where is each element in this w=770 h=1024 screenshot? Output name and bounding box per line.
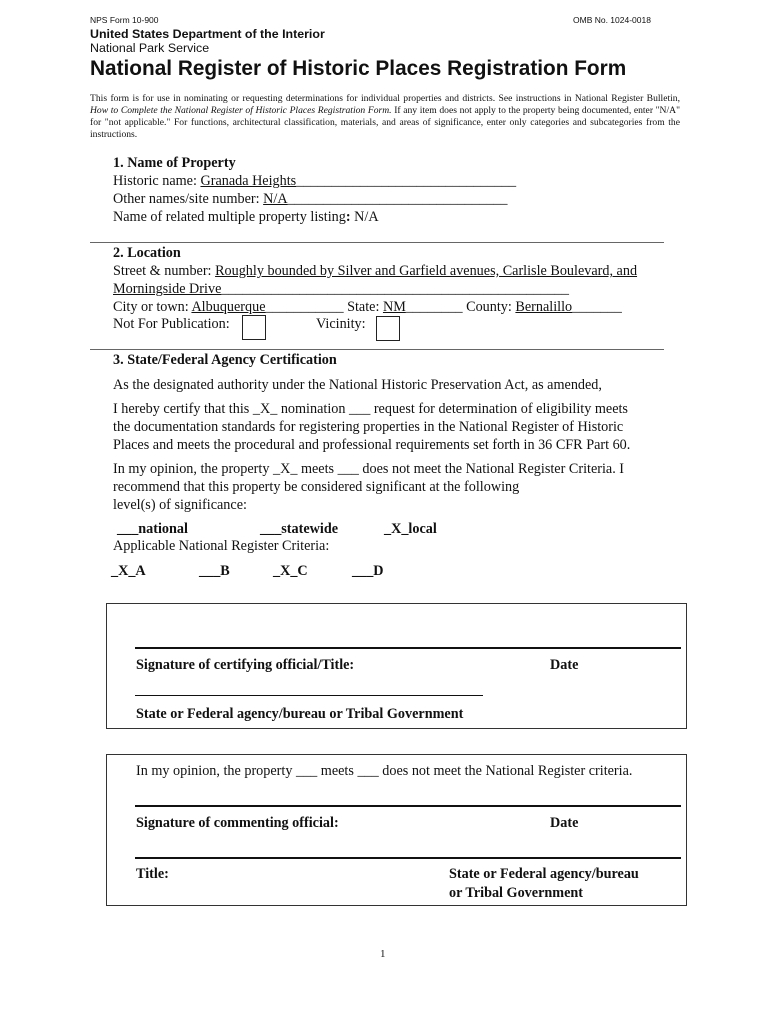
state-label: State: (347, 299, 383, 315)
city-value[interactable]: Albuquerque (191, 299, 266, 315)
commenting-agency-line2: or Tribal Government (449, 885, 583, 901)
related-listing-colon: : (345, 209, 351, 225)
street-fill: _________________________________________________ (221, 281, 569, 297)
intro-paragraph (90, 93, 680, 141)
criteria-c[interactable]: _X_C (273, 563, 308, 579)
section2-heading: 2. Location (113, 245, 181, 261)
state-fill: ________ (405, 299, 463, 315)
street-row (113, 263, 637, 280)
certifying-signature-label: Signature of certifying official/Title: (136, 657, 355, 673)
street-value[interactable]: Roughly bounded by Silver and Garfield avenues, Carlisle Boulevard, and (215, 263, 638, 279)
commenting-signature-label: Signature of commenting official: (136, 815, 339, 831)
criteria-a[interactable]: _X_A (111, 563, 146, 579)
city-state-county-row (113, 299, 622, 316)
opinion-line-2: recommend that this property be considered significant at the following (113, 479, 520, 495)
certify-line-3: Places and meets the procedural and professional requirements set forth in 36 CFR Part 60. (113, 437, 631, 453)
section1-heading: 1. Name of Property (113, 155, 236, 171)
criteria-d[interactable]: ___D (352, 563, 384, 579)
level-statewide[interactable]: ___statewide (260, 521, 339, 537)
level-national[interactable]: ___national (117, 521, 188, 537)
related-listing-label: Name of related multiple property listing (113, 209, 346, 225)
vicinity-checkbox[interactable] (376, 316, 400, 341)
opinion-line-3: level(s) of significance: (113, 497, 247, 513)
street-label: Street & number: (113, 263, 216, 279)
authority-text: As the designated authority under the National Historic Preservation Act, as amended, (113, 377, 602, 393)
other-names-label: Other names/site number: (113, 191, 264, 207)
not-for-publication-label: Not For Publication: (113, 316, 230, 332)
commenting-agency-line1: State or Federal agency/bureau (449, 866, 639, 882)
certifying-signature-line[interactable] (135, 647, 681, 649)
county-fill: _______ (572, 299, 622, 315)
historic-name-value[interactable]: Granada Heights (200, 173, 297, 189)
vicinity-label: Vicinity: (316, 316, 366, 332)
historic-name-label: Historic name: (113, 173, 201, 189)
intro-text-part1: This form is for use in nominating or requesting determinations for individual properties and districts. See instructions in National Register Bulletin, (90, 93, 680, 104)
certify-line-2: the documentation standards for registering properties in the National Register of Historic (113, 419, 624, 435)
section-divider (90, 349, 664, 350)
certifying-date-label: Date (550, 657, 579, 673)
related-listing-value[interactable]: N/A (350, 209, 379, 225)
street-value-line2[interactable]: Morningside Drive (113, 281, 222, 297)
page-title: National Register of Historic Places Registration Form (90, 57, 627, 80)
county-value[interactable]: Bernalillo (515, 299, 573, 315)
street-row-2 (113, 281, 569, 298)
department-name: United States Department of the Interior (90, 27, 325, 41)
agency-signature-line[interactable] (135, 695, 483, 696)
related-listing-row (113, 209, 379, 226)
intro-text-part2: If any item does not apply to the property being documented, enter "N/A" for "not applicable." For functions, architectural classification, materials, and areas of significance, enter only categories and subcategories from the instructions. (90, 105, 680, 140)
certifying-agency-label: State or Federal agency/bureau or Tribal Government (136, 706, 464, 722)
county-label: County: (466, 299, 516, 315)
criteria-label: Applicable National Register Criteria: (113, 538, 330, 554)
form-number: NPS Form 10-900 (90, 15, 159, 25)
bulletin-title: How to Complete the National Register of Historic Places Registration Form. (90, 105, 392, 116)
omb-number: OMB No. 1024-0018 (573, 15, 651, 25)
city-label: City or town: (113, 299, 192, 315)
level-local[interactable]: _X_local (384, 521, 437, 537)
other-names-fill: _______________________________ (287, 191, 508, 207)
state-value[interactable]: NM (382, 299, 406, 315)
opinion-line-1: In my opinion, the property _X_ meets ___ does not meet the National Register Criteria. I (113, 461, 625, 477)
city-fill: ___________ (265, 299, 344, 315)
commenting-date-label: Date (550, 815, 579, 831)
certify-line-1: I hereby certify that this _X_ nomination ___ request for determination of eligibility meets (113, 401, 628, 417)
service-name: National Park Service (90, 41, 210, 55)
page-number: 1 (380, 948, 386, 960)
not-for-publication-checkbox[interactable] (242, 315, 266, 340)
commenting-title-label: Title: (136, 866, 169, 882)
section-divider (90, 242, 664, 243)
section3-heading: 3. State/Federal Agency Certification (113, 352, 337, 368)
criteria-b[interactable]: ___B (199, 563, 230, 579)
other-names-row (113, 191, 507, 208)
historic-name-row (113, 173, 516, 190)
historic-name-fill: _______________________________ (296, 173, 517, 189)
commenting-title-line[interactable] (135, 857, 681, 859)
other-names-value[interactable]: N/A (263, 191, 288, 207)
commenting-opinion-text: In my opinion, the property ___ meets ___ does not meet the National Register criteria. (136, 763, 633, 779)
commenting-signature-line[interactable] (135, 805, 681, 807)
